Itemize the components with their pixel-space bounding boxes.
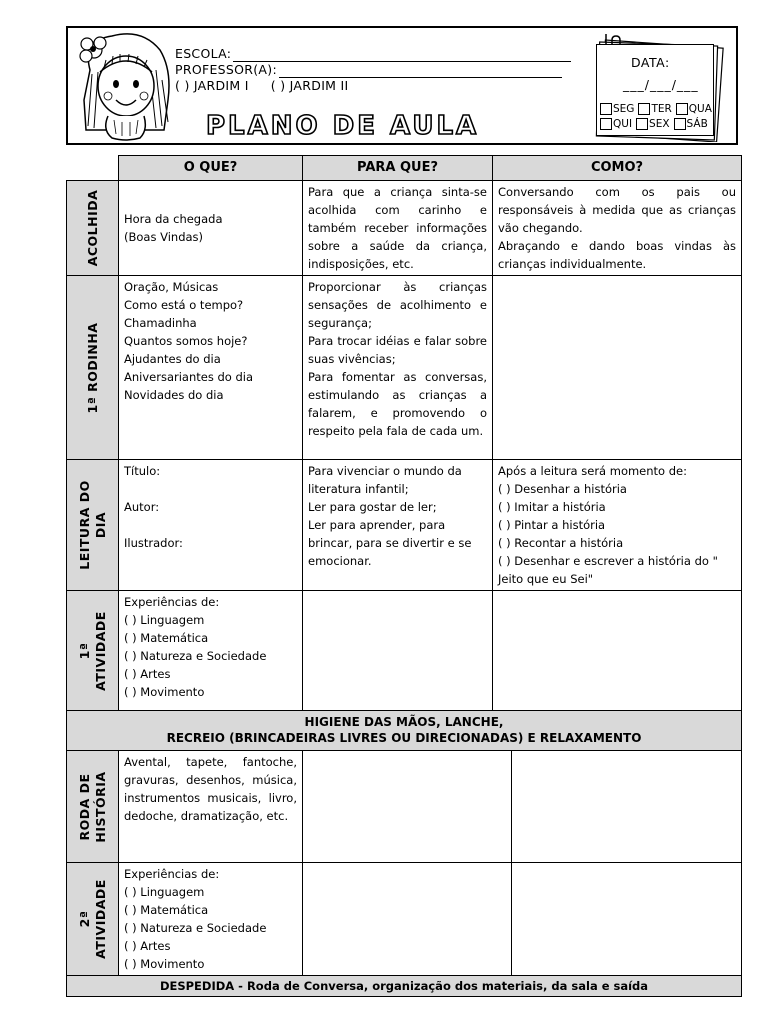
row-label-rodinha: 1ª RODINHA bbox=[67, 276, 119, 460]
leitura-paraque[interactable]: Para vivenciar o mundo da literatura infantil; Ler para gostar de ler; Ler para aprender, para brincar, para se divertir e se emocionar. bbox=[303, 460, 493, 591]
row-label-atividade1: 1ª ATIVIDADE bbox=[67, 591, 119, 711]
roda-oque[interactable]: Avental, tapete, fantoche, gravuras, desenhos, música, instrumentos musicais, livro, dedoche, dramatização, etc. bbox=[119, 751, 303, 863]
row-acolhida bbox=[67, 181, 742, 276]
acolhida-oque[interactable]: Hora da chegada (Boas Vindas) bbox=[119, 181, 303, 276]
school-label: ESCOLA: bbox=[175, 46, 232, 61]
row-atividade2 bbox=[67, 863, 742, 976]
acolhida-como-text-1: Conversando com os pais ou responsáveis à medida que as crianças vão chegando. bbox=[498, 185, 736, 235]
teacher-label: PROFESSOR(A): bbox=[175, 62, 277, 77]
day-checkbox-qui[interactable]: QUI bbox=[600, 118, 632, 130]
row-despedida bbox=[67, 976, 742, 997]
weekday-checkboxes bbox=[600, 103, 712, 133]
rodinha-como[interactable] bbox=[493, 276, 742, 460]
row-rodinha bbox=[67, 276, 742, 460]
despedida-banner: DESPEDIDA - Roda de Conversa, organização dos materiais, da sala e saída bbox=[67, 976, 742, 997]
rodinha-oque[interactable]: Oração, Músicas Como está o tempo? Chamadinha Quantos somos hoje? Ajudantes do dia Aniversariantes do dia Novidades do dia bbox=[119, 276, 303, 460]
teacher-line[interactable] bbox=[279, 65, 562, 78]
roda-paraque[interactable] bbox=[303, 751, 512, 863]
row-label-leitura: LEITURA DO DIA bbox=[67, 460, 119, 591]
rodinha-paraque-text-2: Para trocar idéias e falar sobre suas vivências; bbox=[308, 334, 487, 366]
checkbox-icon bbox=[600, 103, 612, 115]
teacher-field[interactable] bbox=[175, 62, 571, 78]
jardim2-option[interactable]: ( ) JARDIM II bbox=[270, 78, 349, 93]
girl-illustration-icon bbox=[72, 30, 180, 142]
row-label-acolhida: ACOLHIDA bbox=[67, 181, 119, 276]
rodinha-paraque-text-3: Para fomentar as conversas, estimulando as crianças a falarem, e promovendo o respeito pela fala de cada um. bbox=[308, 370, 487, 438]
date-label: DATA: bbox=[631, 55, 670, 70]
date-box bbox=[596, 44, 714, 136]
row-leitura bbox=[67, 460, 742, 591]
table-header-row bbox=[67, 156, 742, 181]
column-header-oque: O QUE? bbox=[119, 156, 303, 181]
corner-cell bbox=[67, 156, 119, 181]
row-atividade1 bbox=[67, 591, 742, 711]
higiene-banner: HIGIENE DAS MÃOS, LANCHE, RECREIO (BRINCADEIRAS LIVRES OU DIRECIONADAS) E RELAXAMENTO bbox=[67, 711, 742, 751]
column-header-paraque: PARA QUE? bbox=[303, 156, 493, 181]
day-checkbox-seg[interactable]: SEG bbox=[600, 103, 634, 115]
jardim-options bbox=[175, 78, 571, 94]
checkbox-icon bbox=[638, 103, 650, 115]
atividade1-paraque[interactable] bbox=[303, 591, 493, 711]
atividade2-paraque[interactable] bbox=[303, 863, 512, 976]
header-box bbox=[66, 26, 738, 145]
atividade2-como[interactable] bbox=[512, 863, 742, 976]
jardim1-option[interactable]: ( ) JARDIM I bbox=[175, 78, 249, 93]
row-roda bbox=[67, 751, 742, 863]
row-label-roda: RODA DE HISTÓRIA bbox=[67, 751, 119, 863]
acolhida-paraque[interactable]: Para que a criança sinta-se acolhida com carinho e também receber informações sobre a saúde da criança, indisposições, etc. bbox=[303, 181, 493, 276]
lesson-plan-table bbox=[66, 155, 742, 997]
atividade2-oque[interactable]: Experiências de: ( ) Linguagem ( ) Matemática ( ) Natureza e Sociedade ( ) Artes ( ) Movimento bbox=[119, 863, 303, 976]
day-checkbox-sex[interactable]: SEX bbox=[636, 118, 670, 130]
column-header-como: COMO? bbox=[493, 156, 742, 181]
school-field[interactable] bbox=[175, 46, 571, 62]
day-checkbox-sab[interactable]: SÁB bbox=[674, 118, 708, 130]
checkbox-icon bbox=[674, 118, 686, 130]
row-higiene bbox=[67, 711, 742, 751]
rodinha-paraque-text-1: Proporcionar às crianças sensações de acolhimento e segurança; bbox=[308, 280, 487, 330]
school-line[interactable] bbox=[233, 49, 571, 62]
leitura-oque[interactable]: Título: Autor: Ilustrador: bbox=[119, 460, 303, 591]
day-checkbox-ter[interactable]: TER bbox=[638, 103, 671, 115]
day-checkbox-qua[interactable]: QUA bbox=[676, 103, 712, 115]
atividade1-como[interactable] bbox=[493, 591, 742, 711]
row-label-atividade2: 2ª ATIVIDADE bbox=[67, 863, 119, 976]
atividade1-oque[interactable]: Experiências de: ( ) Linguagem ( ) Matemática ( ) Natureza e Sociedade ( ) Artes ( ) Movimento bbox=[119, 591, 303, 711]
acolhida-como-text-2: Abraçando e dando boas vindas às crianças individualmente. bbox=[498, 239, 736, 271]
acolhida-como[interactable] bbox=[493, 181, 742, 276]
roda-como[interactable] bbox=[512, 751, 742, 863]
rodinha-paraque[interactable] bbox=[303, 276, 493, 460]
header-fields bbox=[175, 46, 571, 94]
page-title: PLANO DE AULA bbox=[206, 111, 480, 141]
checkbox-icon bbox=[636, 118, 648, 130]
leitura-como[interactable]: Após a leitura será momento de: ( ) Desenhar a história ( ) Imitar a história ( ) Pintar a história ( ) Recontar a história ( ) Desenhar e escrever a história do " Jeito que eu Sei" bbox=[493, 460, 742, 591]
checkbox-icon bbox=[600, 118, 612, 130]
checkbox-icon bbox=[676, 103, 688, 115]
date-input[interactable]: ___/___/___ bbox=[623, 77, 699, 92]
